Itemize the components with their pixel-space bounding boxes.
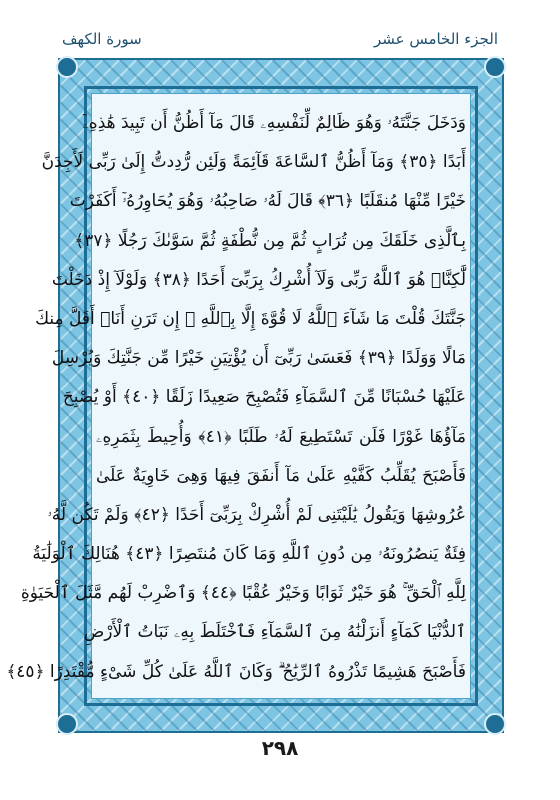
frame-corner-ornament <box>484 56 506 78</box>
text-line: خَيْرًا مِّنْهَا مُنقَلَبًا ﴿٣٦﴾ قَالَ لَهُۥ صَاحِبُهُۥ وَهُوَ يُحَاوِرُهُۥٓ أَكَفَرْتَ <box>69 191 466 212</box>
frame-corner-ornament <box>484 713 506 735</box>
text-line: لَّٰكِنَّا۠ هُوَ ٱللَّهُ رَبِّى وَلَآ أُشْرِكُ بِرَبِّىٓ أَحَدًا ﴿٣٨﴾ وَلَوْلَآ إِذْ دَخَلْتَ <box>51 269 466 290</box>
text-line: فَأَصْبَحَ يُقَلِّبُ كَفَّيْهِ عَلَىٰ مَآ أَنفَقَ فِيهَا وَهِىَ خَاوِيَةٌ عَلَىٰ <box>96 465 466 486</box>
text-line: عُرُوشِهَا وَيَقُولُ يَٰلَيْتَنِى لَمْ أُشْرِكْ بِرَبِّىٓ أَحَدًا ﴿٤٢﴾ وَلَمْ تَكُن لَّهُۥ <box>47 504 466 525</box>
text-line: ٱلدُّنْيَا كَمَآءٍ أَنزَلْنَٰهُ مِنَ ٱلسَّمَآءِ فَٱخْتَلَطَ بِهِۦ نَبَاتُ ٱلْأَرْضِ <box>83 622 466 643</box>
juz-title: الجزء الخامس عشر <box>373 30 498 48</box>
text-line: فِئَةٌ يَنصُرُونَهُۥ مِن دُونِ ٱللَّهِ وَمَا كَانَ مُنتَصِرًا ﴿٤٣﴾ هُنَالِكَ ٱلْوَلَٰيَةُ <box>32 544 466 565</box>
text-line: مَآؤُهَا غَوْرًا فَلَن تَسْتَطِيعَ لَهُۥ طَلَبًا ﴿٤١﴾ وَأُحِيطَ بِثَمَرِهِۦ <box>96 426 466 447</box>
text-line: عَلَيْهَا حُسْبَانًا مِّنَ ٱلسَّمَآءِ فَتُصْبِحَ صَعِيدًا زَلَقًا ﴿٤٠﴾ أَوْ يُصْبِحَ <box>62 387 466 408</box>
text-line: جَنَّتَكَ قُلْتَ مَا شَآءَ ٱللَّهُ لَا قُوَّةَ إِلَّا بِٱللَّهِ ۚ إِن تَرَنِ أَنَا۠ أَقَلَّ مِنكَ <box>35 308 466 329</box>
text-line: وَدَخَلَ جَنَّتَهُۥ وَهُوَ ظَالِمٌ لِّنَفْسِهِۦ قَالَ مَآ أَظُنُّ أَن تَبِيدَ هَٰذِهِۦٓ <box>82 113 466 133</box>
page-header <box>0 0 560 54</box>
text-line: مَالًا وَوَلَدًا ﴿٣٩﴾ فَعَسَىٰ رَبِّىٓ أَن يُؤْتِيَنِ خَيْرًا مِّن جَنَّتِكَ وَيُرْسِلَ <box>51 348 466 369</box>
text-line: بِٱلَّذِى خَلَقَكَ مِن تُرَابٍ ثُمَّ مِن نُّطْفَةٍ ثُمَّ سَوَّىٰكَ رَجُلًا ﴿٣٧﴾ <box>74 230 466 251</box>
quran-text <box>6 104 466 692</box>
text-line: أَبَدًا ﴿٣٥﴾ وَمَآ أَظُنُّ ٱلسَّاعَةَ قَآئِمَةً وَلَئِن رُّدِدتُّ إِلَىٰ رَبِّى لَأَجِدَنَّ <box>41 152 466 173</box>
frame-corner-ornament <box>56 56 78 78</box>
page-number: ٢٩٨ <box>261 736 299 760</box>
text-line: لِلَّهِ ٱلْحَقِّ ۚ هُوَ خَيْرٌ ثَوَابًا وَخَيْرٌ عُقْبًا ﴿٤٤﴾ وَٱضْرِبْ لَهُم مَّثَلَ ٱلْحَيَوٰةِ <box>20 583 466 604</box>
frame-corner-ornament <box>56 713 78 735</box>
text-line: فَأَصْبَحَ هَشِيمًا تَذْرُوهُ ٱلرِّيَٰحُ ۗ وَكَانَ ٱللَّهُ عَلَىٰ كُلِّ شَىْءٍ مُّقْتَدِرًا ﴿٤٥﴾ <box>6 661 466 682</box>
surah-title: سورة الكهف <box>62 30 142 48</box>
